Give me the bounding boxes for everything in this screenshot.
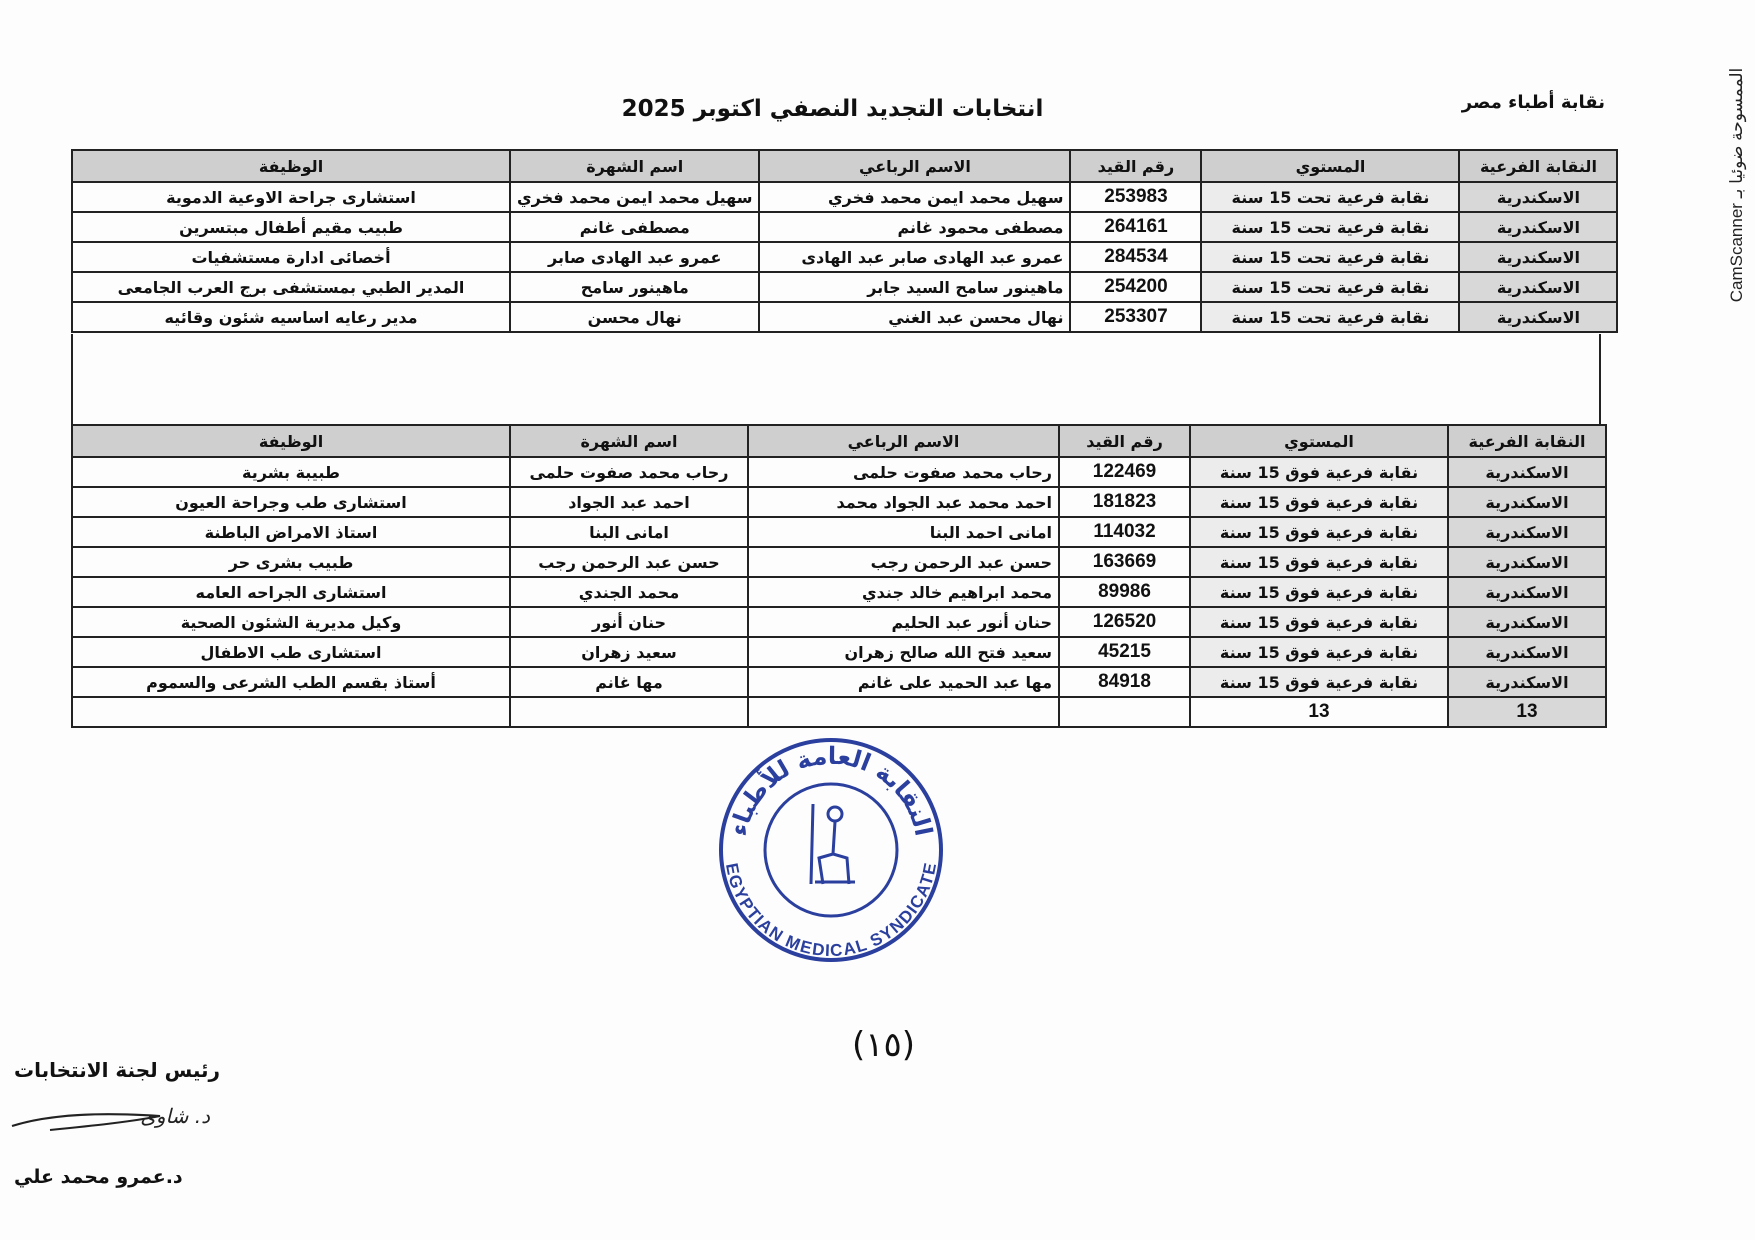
table-row (72, 272, 1617, 302)
full-name-cell: مصطفى محمود غانم (759, 212, 1070, 242)
column-header: اسم الشهرة (510, 150, 759, 182)
column-header: رقم القيد (1059, 425, 1190, 457)
job-cell: استشارى الجراحه العامه (72, 577, 510, 607)
branch-cell: الاسكندرية (1459, 182, 1617, 212)
known-name-cell: رحاب محمد صفوت حلمى (510, 457, 748, 487)
signature (10, 1104, 210, 1143)
registration-number-cell: 284534 (1070, 242, 1201, 272)
level-cell: نقابة فرعية تحت 15 سنة (1201, 242, 1459, 272)
known-name-cell: سهيل محمد ايمن محمد فخري (510, 182, 759, 212)
signature-text: د. شاوى (140, 1104, 210, 1128)
camscanner-watermark (1722, 30, 1752, 340)
full-name-cell: احمد محمد عبد الجواد محمد (748, 487, 1059, 517)
svg-text:النقابة العامة للأطباء: النقابة العامة للأطباء (724, 741, 938, 839)
level-cell: نقابة فرعية فوق 15 سنة (1190, 607, 1448, 637)
job-cell: استشارى طب وجراحة العيون (72, 487, 510, 517)
job-cell: أستاذ بقسم الطب الشرعى والسموم (72, 667, 510, 697)
branch-cell: الاسكندرية (1448, 667, 1606, 697)
branch-cell: الاسكندرية (1459, 302, 1617, 332)
job-cell: أخصائى ادارة مستشفيات (72, 242, 510, 272)
job-cell: مدير رعايه اساسيه شئون وقائيه (72, 302, 510, 332)
page-number: (١٥) (852, 1025, 916, 1065)
known-name-cell: حنان أنور (510, 607, 748, 637)
table-row (72, 457, 1606, 487)
table-row (72, 487, 1606, 517)
level-cell: نقابة فرعية فوق 15 سنة (1190, 667, 1448, 697)
watermark-text: الممسوحة ضوئيا بـ CamScanner (1727, 67, 1746, 303)
column-header: الوظيفة (72, 150, 510, 182)
job-cell: استشارى جراحة الاوعية الدموية (72, 182, 510, 212)
registration-number-cell: 254200 (1070, 272, 1201, 302)
registration-number-cell: 126520 (1059, 607, 1190, 637)
table-row (72, 667, 1606, 697)
job-cell: طبيب بشرى حر (72, 547, 510, 577)
empty-cell (510, 697, 748, 727)
column-header: النقابة الفرعية (1448, 425, 1606, 457)
table-row (72, 182, 1617, 212)
job-cell: طبيبة بشرية (72, 457, 510, 487)
level-cell: نقابة فرعية تحت 15 سنة (1201, 272, 1459, 302)
table-row (72, 242, 1617, 272)
registration-number-cell: 89986 (1059, 577, 1190, 607)
table-header-row (72, 425, 1606, 457)
job-cell: وكيل مديرية الشئون الصحية (72, 607, 510, 637)
registration-number-cell: 163669 (1059, 547, 1190, 577)
registration-number-cell: 84918 (1059, 667, 1190, 697)
table-row (72, 637, 1606, 667)
table-gap (71, 334, 1601, 424)
committee-role: رئيس لجنة الانتخابات (14, 1058, 221, 1082)
level-cell: نقابة فرعية فوق 15 سنة (1190, 487, 1448, 517)
full-name-cell: رحاب محمد صفوت حلمى (748, 457, 1059, 487)
known-name-cell: امانى البنا (510, 517, 748, 547)
branch-cell: الاسكندرية (1448, 517, 1606, 547)
known-name-cell: سعيد زهران (510, 637, 748, 667)
empty-cell (72, 697, 510, 727)
job-cell: استاذ الامراض الباطنة (72, 517, 510, 547)
table-row (72, 212, 1617, 242)
full-name-cell: محمد ابراهيم خالد جندي (748, 577, 1059, 607)
table-row (72, 517, 1606, 547)
registration-number-cell: 253983 (1070, 182, 1201, 212)
level-cell: نقابة فرعية فوق 15 سنة (1190, 517, 1448, 547)
level-cell: نقابة فرعية تحت 15 سنة (1201, 302, 1459, 332)
column-header: المستوي (1190, 425, 1448, 457)
totals-row (72, 697, 1606, 727)
job-cell: طبيب مقيم أطفال مبتسرين (72, 212, 510, 242)
job-cell: المدير الطبي بمستشفى برج العرب الجامعى (72, 272, 510, 302)
registration-number-cell: 181823 (1059, 487, 1190, 517)
known-name-cell: مها غانم (510, 667, 748, 697)
column-header: الاسم الرباعي (759, 150, 1070, 182)
svg-text:EGYPTIAN MEDICAL SYNDICATE: EGYPTIAN MEDICAL SYNDICATE (721, 861, 941, 961)
total-branch-cell: 13 (1448, 697, 1606, 727)
full-name-cell: نهال محسن عبد الغني (759, 302, 1070, 332)
column-header: الوظيفة (72, 425, 510, 457)
table-row (72, 547, 1606, 577)
total-level-cell: 13 (1190, 697, 1448, 727)
known-name-cell: محمد الجندي (510, 577, 748, 607)
full-name-cell: عمرو عبد الهادى صابر عبد الهادى (759, 242, 1070, 272)
column-header: رقم القيد (1070, 150, 1201, 182)
full-name-cell: حسن عبد الرحمن رجب (748, 547, 1059, 577)
branch-cell: الاسكندرية (1448, 457, 1606, 487)
candidates-table-over-15 (71, 424, 1607, 728)
full-name-cell: مها عبد الحميد على غانم (748, 667, 1059, 697)
table-row (72, 302, 1617, 332)
committee-chair-name: د.عمرو محمد علي (14, 1166, 183, 1188)
candidates-table-under-15 (71, 149, 1618, 333)
branch-cell: الاسكندرية (1448, 637, 1606, 667)
syndicate-stamp (715, 734, 947, 970)
table-header-row (72, 150, 1617, 182)
empty-cell (748, 697, 1059, 727)
registration-number-cell: 253307 (1070, 302, 1201, 332)
full-name-cell: ماهينور سامح السيد جابر (759, 272, 1070, 302)
known-name-cell: ماهينور سامح (510, 272, 759, 302)
table-row (72, 607, 1606, 637)
empty-cell (1059, 697, 1190, 727)
full-name-cell: حنان أنور عبد الحليم (748, 607, 1059, 637)
branch-cell: الاسكندرية (1459, 212, 1617, 242)
level-cell: نقابة فرعية فوق 15 سنة (1190, 457, 1448, 487)
known-name-cell: حسن عبد الرحمن رجب (510, 547, 748, 577)
level-cell: نقابة فرعية فوق 15 سنة (1190, 577, 1448, 607)
branch-cell: الاسكندرية (1448, 577, 1606, 607)
known-name-cell: احمد عبد الجواد (510, 487, 748, 517)
registration-number-cell: 114032 (1059, 517, 1190, 547)
job-cell: استشارى طب الاطفال (72, 637, 510, 667)
column-header: الاسم الرباعي (748, 425, 1059, 457)
full-name-cell: امانى احمد البنا (748, 517, 1059, 547)
page-title: انتخابات التجديد النصفي اكتوبر 2025 (621, 96, 1044, 122)
column-header: اسم الشهرة (510, 425, 748, 457)
branch-cell: الاسكندرية (1459, 242, 1617, 272)
level-cell: نقابة فرعية تحت 15 سنة (1201, 212, 1459, 242)
registration-number-cell: 45215 (1059, 637, 1190, 667)
column-header: النقابة الفرعية (1459, 150, 1617, 182)
known-name-cell: عمرو عبد الهادى صابر (510, 242, 759, 272)
level-cell: نقابة فرعية فوق 15 سنة (1190, 547, 1448, 577)
level-cell: نقابة فرعية تحت 15 سنة (1201, 182, 1459, 212)
level-cell: نقابة فرعية فوق 15 سنة (1190, 637, 1448, 667)
known-name-cell: نهال محسن (510, 302, 759, 332)
full-name-cell: سهيل محمد ايمن محمد فخري (759, 182, 1070, 212)
registration-number-cell: 264161 (1070, 212, 1201, 242)
column-header: المستوي (1201, 150, 1459, 182)
organization-name: نقابة أطباء مصر (1461, 92, 1605, 113)
full-name-cell: سعيد فتح الله صالح زهران (748, 637, 1059, 667)
branch-cell: الاسكندرية (1448, 547, 1606, 577)
registration-number-cell: 122469 (1059, 457, 1190, 487)
branch-cell: الاسكندرية (1448, 487, 1606, 517)
branch-cell: الاسكندرية (1459, 272, 1617, 302)
table-row (72, 577, 1606, 607)
branch-cell: الاسكندرية (1448, 607, 1606, 637)
known-name-cell: مصطفى غانم (510, 212, 759, 242)
